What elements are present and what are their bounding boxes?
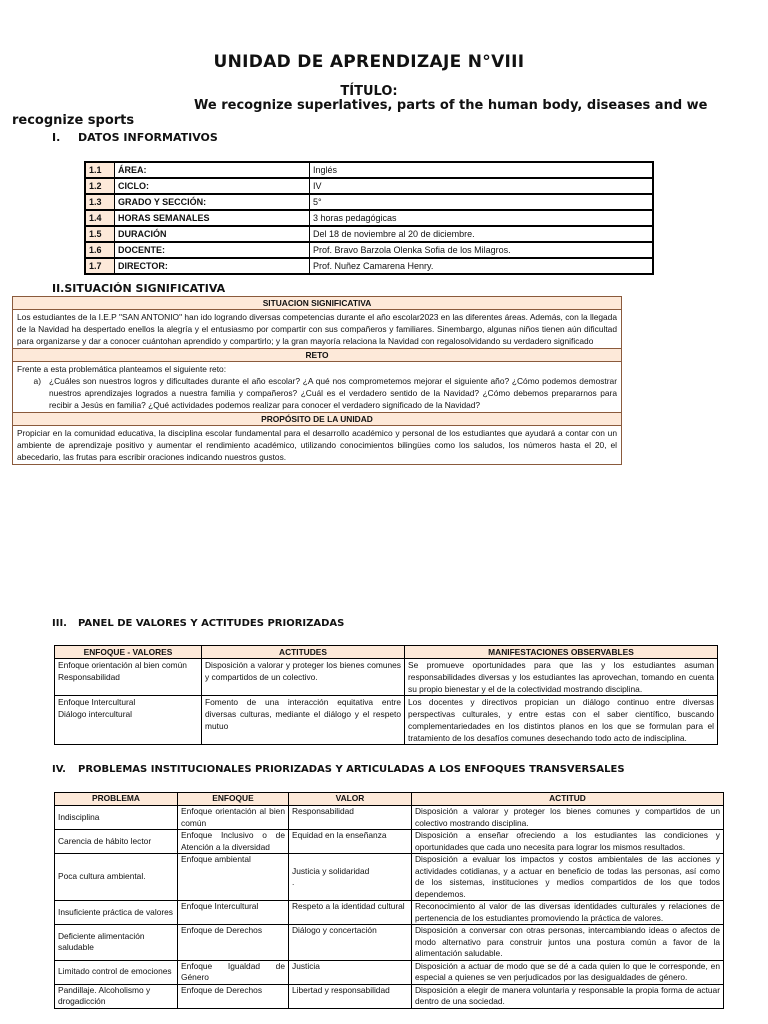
section-number: III. (52, 618, 67, 629)
section-title: PROBLEMAS INSTITUCIONALES PRIORIZADAS Y ARTICULADAS A LOS ENFOQUES TRANSVERSALES (78, 764, 625, 775)
valor-name: Diálogo intercultural (58, 709, 133, 719)
valor-cell: Justicia (289, 960, 412, 984)
problema-cell: Indisciplina (55, 806, 178, 830)
table-row (55, 925, 724, 961)
table-row (55, 984, 724, 1008)
row-value: 3 horas pedagógicas (310, 210, 654, 226)
actitud-cell: Disposición a evaluar los impactos y costos ambientales de las acciones y actividades cotidianas, y a actuar en beneficio de todas las personas, así como de los sistemas, instituciones y medios compartidos de los que todos dependemos. (412, 854, 724, 901)
row-label: ÁREA: (115, 162, 310, 178)
actitud-cell: Reconocimiento al valor de las diversas identidades culturales y relaciones de pertenencia de los estudiantes promoviendo la práctica de valores. (412, 901, 724, 925)
section-heading-datos (52, 131, 218, 144)
enfoque-cell (55, 659, 202, 696)
row-value: 5° (310, 194, 654, 210)
column-header: ENFOQUE (178, 793, 289, 806)
manifestacion-cell: Los docentes y directivos propician un diálogo continuo entre diversas perspectivas culturales, y entre estas con el saber científico, buscando complementariedades en los distintos planos en los que se formulan para el tratamiento de los desafíos comunes desechando todo acto de indisciplina. (405, 696, 718, 745)
datos-table (84, 161, 654, 275)
row-code: 1.1 (85, 162, 115, 178)
situacion-text: Los estudiantes de la I.E.P "SAN ANTONIO" han ido logrando diversas competencias durante el año escolar2023 en las diferentes áreas. Además, con la llegada de la Navidad ha despertado enellos la alegría y el entusiasmo por compartir con sus compañeros y familiares. Sinembargo, algunas niños tienen aún dificultad para organizarse y dar a conocer cuántohan aprendido y compartirlo; y la gran mayoría relaciona la Navidad con regalosolvidando su verdadero significado (13, 310, 621, 349)
row-code: 1.5 (85, 226, 115, 242)
valor-cell: Libertad y responsabilidad (289, 984, 412, 1008)
section-title: SITUACIÓN SIGNIFICATIVA (64, 282, 226, 295)
problema-cell: Deficiente alimentación saludable (55, 925, 178, 961)
manifestacion-cell: Se promueve oportunidades para que las y los estudiantes asuman responsabilidades diversas y los estudiantes las aprovechan, tomando en cuenta su propio bienestar y el de la colectividad mostrando disciplina. (405, 659, 718, 696)
situacion-block (12, 296, 622, 465)
valor-cell: Diálogo y concertación (289, 925, 412, 961)
table-row (55, 806, 724, 830)
row-label: DURACIÓN (115, 226, 310, 242)
enfoque-cell: Enfoque Igualdad de Género (178, 960, 289, 984)
proposito-header: PROPÓSITO DE LA UNIDAD (13, 413, 621, 426)
table-row (85, 226, 653, 242)
enfoque-cell: Enfoque ambiental (178, 854, 289, 901)
problemas-table (54, 792, 724, 1009)
reto-item-text: ¿Cuáles son nuestros logros y dificultades durante el año escolar? ¿A qué nos comprometemos mejorar el siguiente año? ¿Cómo podemos demostrar nuestros aprendizajes logrados a nuestra familia y compañeros? ¿Cuál es el verdadero sentido de la Navidad? ¿Cómo debemos prepararnos para recibir a Jesús en familia? ¿Qué actividades podemos realizar para conocer el verdadero significado de la Navidad? (49, 376, 617, 410)
column-header: ACTITUD (412, 793, 724, 806)
column-header: PROBLEMA (55, 793, 178, 806)
row-label: GRADO Y SECCIÓN: (115, 194, 310, 210)
proposito-text: Propiciar en la comunidad educativa, la disciplina escolar fundamental para el desarrollo académico y personal de los estudiantes que ayudará a contar con un ambiente de aprendizaje positivo y aumentar el rendimiento académico, utilizando conocimientos bilingües como los saludos, los números hasta el 20, el abecedario, las frutas para escribir oraciones indicando nuestros gustos. (17, 428, 617, 462)
section-title: DATOS INFORMATIVOS (78, 131, 218, 144)
valores-table (54, 645, 718, 745)
row-code: 1.4 (85, 210, 115, 226)
table-header-row (55, 793, 724, 806)
enfoque-cell: Enfoque Inclusivo o de Atención a la diversidad (178, 830, 289, 854)
enfoque-cell: Enfoque orientación al bien común (178, 806, 289, 830)
column-header: VALOR (289, 793, 412, 806)
column-header: MANIFESTACIONES OBSERVABLES (405, 646, 718, 659)
problema-cell: Poca cultura ambiental. (55, 854, 178, 901)
section-heading-valores (52, 618, 344, 629)
row-value: IV (310, 178, 654, 194)
column-header: ENFOQUE - VALORES (55, 646, 202, 659)
table-row (55, 960, 724, 984)
actitud-cell: Disposición a enseñar ofreciendo a los estudiantes las condiciones y oportunidades que cada uno necesita para lograr los mismos resultados. (412, 830, 724, 854)
valor-cell: Equidad en la enseñanza (289, 830, 412, 854)
valor-cell: Respeto a la identidad cultural (289, 901, 412, 925)
page-title: UNIDAD DE APRENDIZAJE N°VIII (213, 52, 525, 72)
subtitle-label: TÍTULO: (340, 84, 398, 99)
row-label: HORAS SEMANALES (115, 210, 310, 226)
enfoque-cell (55, 696, 202, 745)
valor-name: Responsabilidad (58, 672, 120, 682)
actitud-cell: Disposición a valorar y proteger los bienes comunes y compartidos de un colectivo. (202, 659, 405, 696)
valor-text: Justicia y solidaridad (292, 865, 370, 876)
enfoque-name: Enfoque Intercultural (58, 697, 136, 707)
reto-item (17, 375, 617, 411)
table-row (85, 178, 653, 194)
table-row (55, 901, 724, 925)
row-code: 1.3 (85, 194, 115, 210)
row-label: DIRECTOR: (115, 258, 310, 274)
table-row (85, 242, 653, 258)
actitud-cell: Disposición a actuar de modo que se dé a cada quien lo que le corresponde, en especial a quienes se ven perjudicados por las desigualdades de género. (412, 960, 724, 984)
section-heading-problemas (52, 764, 625, 775)
actitud-cell: Disposición a valorar y proteger los bienes comunes y compartidos de un colectivo mostrando disciplina. (412, 806, 724, 830)
row-label: CICLO: (115, 178, 310, 194)
row-code: 1.6 (85, 242, 115, 258)
row-code: 1.7 (85, 258, 115, 274)
actitud-cell: Disposición a elegir de manera voluntaria y responsable la propia forma de actuar dentro de una sociedad. (412, 984, 724, 1008)
reto-header: RETO (13, 349, 621, 362)
column-header: ACTITUDES (202, 646, 405, 659)
reto-body (13, 362, 621, 413)
row-value: Prof. Bravo Barzola Olenka Sofia de los Milagros. (310, 242, 654, 258)
section-heading-situacion (52, 282, 225, 295)
problema-cell: Limitado control de emociones (55, 960, 178, 984)
table-row (85, 194, 653, 210)
row-code: 1.2 (85, 178, 115, 194)
table-row (55, 854, 724, 901)
enfoque-cell: Enfoque de Derechos (178, 925, 289, 961)
actitud-cell: Disposición a conversar con otras personas, intercambiando ideas o afectos de modo alternativo para construir juntos una postura común a favor de la alimentación saludable. (412, 925, 724, 961)
table-row (85, 162, 653, 178)
subtitle-text: We recognize superlatives, parts of the human body, diseases and we recognize sports (12, 98, 708, 128)
reto-item-marker: a) (33, 376, 41, 386)
section-number: IV. (52, 764, 66, 775)
table-row (85, 210, 653, 226)
section-title: PANEL DE VALORES Y ACTITUDES PRIORIZADAS (78, 618, 345, 629)
valor-cell: Responsabilidad (289, 806, 412, 830)
row-value: Prof. Nuñez Camarena Henry. (310, 258, 654, 274)
section-number: II. (52, 282, 65, 295)
row-label: DOCENTE: (115, 242, 310, 258)
table-header-row (55, 646, 718, 659)
table-row (55, 659, 718, 696)
row-value: Inglés (310, 162, 654, 178)
enfoque-cell: Enfoque Intercultural (178, 901, 289, 925)
enfoque-name: Enfoque orientación al bien común (58, 660, 187, 670)
table-row (55, 830, 724, 854)
table-row (55, 696, 718, 745)
enfoque-cell: Enfoque de Derechos (178, 984, 289, 1008)
valor-cell (289, 854, 412, 901)
row-value: Del 18 de noviembre al 20 de diciembre. (310, 226, 654, 242)
table-row (85, 258, 653, 274)
reto-intro: Frente a esta problemática planteamos el siguiente reto: (17, 364, 227, 374)
actitud-cell: Fomento de una interacción equitativa entre diversas culturas, mediante el diálogo y el respeto mutuo (202, 696, 405, 745)
situacion-header: SITUACION SIGNIFICATIVA (13, 297, 621, 310)
problema-cell: Insuficiente práctica de valores (55, 901, 178, 925)
valor-extra: . (292, 877, 295, 887)
problema-cell: Pandillaje. Alcoholismo y drogadicción (55, 984, 178, 1008)
section-number: I. (52, 131, 61, 144)
problema-cell: Carencia de hábito lector (55, 830, 178, 854)
